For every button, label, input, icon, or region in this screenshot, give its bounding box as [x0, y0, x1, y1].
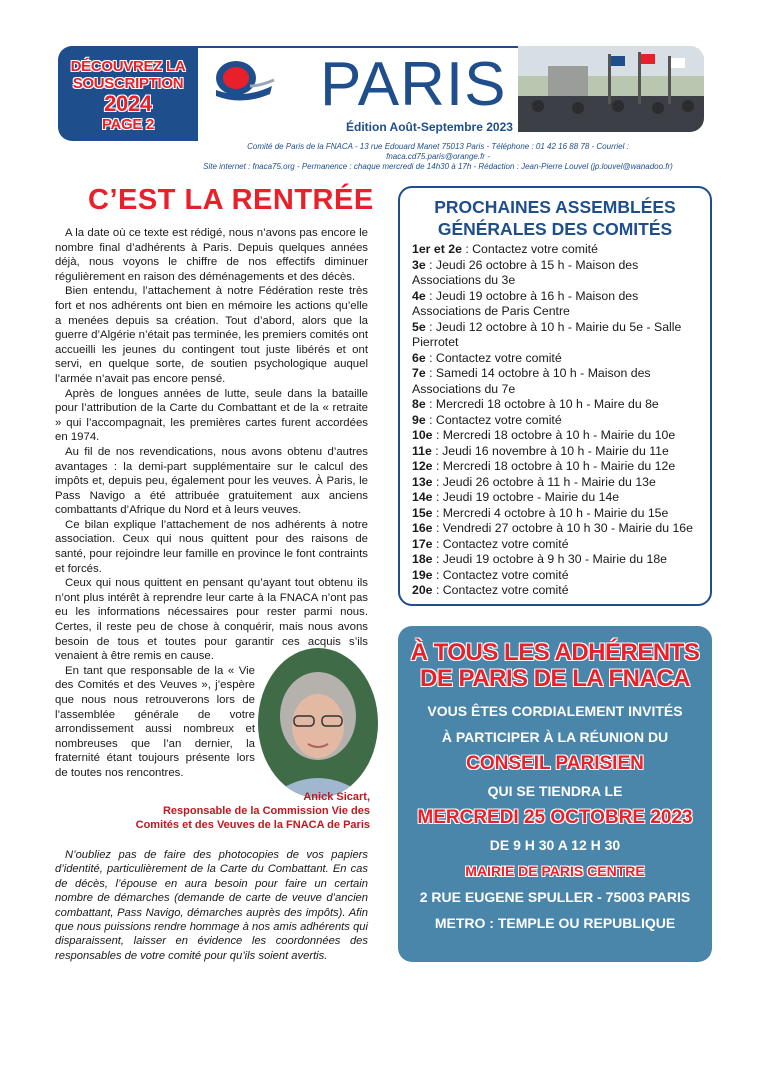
- assemblies-list: [412, 242, 702, 599]
- arrondissement-number: 18e: [412, 552, 433, 566]
- invite-council: CONSEIL PARISIEN: [466, 753, 644, 774]
- arrondissement-number: 4e: [412, 288, 426, 303]
- assembly-details: : Contactez votre comité: [425, 412, 562, 427]
- assembly-details: : Mercredi 18 octobre à 10 h - Maire du 8e: [425, 397, 659, 411]
- assembly-row: [412, 289, 702, 320]
- article-paragraph: Ceux qui nous quittent en pensant qu’ayant tout obtenu ils n’ont plus intérêt à reprendre leur carte à la FNACA n’ont pas eu les informations nécessaires pour rester parmi nous. Certes, il reste peu de chose à conquérir, mais nous avons besoin de tous et toutes pour garantir ces acquis s’ils venaient à être remis en cause.: [55, 577, 368, 663]
- assembly-row: [412, 242, 702, 258]
- assembly-details: : Jeudi 12 octobre à 10 h - Mairie du 5e - Salle Pierrotet: [412, 319, 682, 349]
- assembly-row: [412, 320, 702, 351]
- arrondissement-number: 3e: [412, 257, 426, 272]
- assemblies-title: [400, 196, 710, 240]
- assembly-row: [412, 444, 702, 460]
- assembly-details: : Jeudi 26 octobre à 11 h - Mairie du 13e: [432, 474, 656, 489]
- arrondissement-number: 16e: [412, 521, 433, 535]
- assembly-row: [412, 428, 702, 444]
- fnaca-logo: [208, 56, 278, 106]
- promo-page: PAGE 2: [101, 116, 155, 133]
- assembly-row: [412, 583, 702, 599]
- invite-time: DE 9 H 30 A 12 H 30: [489, 837, 621, 853]
- signer-name: Anick Sicart,: [303, 791, 370, 803]
- assembly-details: : Contactez votre comité: [432, 567, 569, 582]
- assembly-row: [412, 351, 702, 367]
- arrondissement-number: 12e: [412, 459, 433, 473]
- arrondissement-number: 17e: [412, 536, 433, 551]
- assembly-row: [412, 366, 702, 397]
- arrondissement-number: 9e: [412, 412, 426, 427]
- invite-address: 2 RUE EUGENE SPULLER - 75003 PARIS: [419, 889, 691, 905]
- edition-label: Édition Août-Septembre 2023: [346, 120, 513, 134]
- assembly-row: [412, 459, 702, 475]
- signature-block: [60, 790, 370, 832]
- assemblies-title-line: PROCHAINES ASSEMBLÉES: [434, 197, 676, 217]
- assembly-row: [412, 490, 702, 506]
- invite-heading: DE PARIS DE LA FNACA: [419, 665, 690, 692]
- assembly-details: : Contactez votre comité: [432, 536, 569, 551]
- arrondissement-number: 10e: [412, 428, 433, 442]
- arrondissement-number: 19e: [412, 567, 433, 582]
- article-paragraph: Ce bilan explique l’attachement de nos adhérents à notre association. Ceux qui nous quittent pour des raisons de santé, pour rejoindre leur famille en province le font contraints et forcés.: [55, 518, 368, 575]
- page-title: PARIS: [320, 50, 507, 119]
- promo-year: 2024: [104, 91, 152, 116]
- assembly-row: [412, 521, 702, 537]
- footnote-text: N’oubliez pas de faire des photocopies de vos papiers d’identité, particulièrement de la Carte du Combattant. En cas de décès, l’épouse en aura besoin pour faire un certain nombre de démarches (demande de carte de veuve d’ancien combattant, Pass Navigo, démarches auprès des impôts). Afin que nous puissions rendre hommage à nos amis adhérents qui disparaissent, laisser en évidence les coordonnées des responsables de votre comité pour qu’ils soient avertis.: [55, 849, 368, 962]
- contact-info: [198, 142, 678, 172]
- assembly-row: [412, 552, 702, 568]
- arrondissement-number: 14e: [412, 490, 433, 504]
- ceremony-photo: [518, 46, 704, 132]
- article-paragraph: Après de longues années de lutte, seule dans la bataille pour l’attribution de la Carte du Combattant et de la « retraite » qui l’accompagnait, les premières cartes furent accordées en 1974.: [55, 387, 368, 444]
- assembly-details: : Jeudi 19 octobre à 16 h - Maison des Associations de Paris Centre: [412, 288, 639, 318]
- signer-role: Comités et des Veuves de la FNACA de Paris: [135, 819, 370, 831]
- assembly-details: : Contactez votre comité: [461, 242, 598, 256]
- footnote: [55, 848, 368, 963]
- contact-line2: Site internet : fnaca75.org - Permanence : chaque mercredi de 14h30 à 17h - Rédaction : Jean-Pierre Louvel (jp.louvel@wanadoo.fr): [203, 162, 673, 171]
- assembly-details: : Mercredi 4 octobre à 10 h - Mairie du 15e: [432, 505, 669, 520]
- promo-line2: SOUSCRIPTION: [72, 75, 184, 92]
- invite-metro: METRO : TEMPLE OU REPUBLIQUE: [434, 915, 676, 931]
- arrondissement-number: 20e: [412, 583, 433, 597]
- assembly-row: [412, 397, 702, 413]
- article-headline: C’EST LA RENTRÉE: [88, 184, 374, 216]
- invite-venue: MAIRIE DE PARIS CENTRE: [465, 863, 645, 879]
- assembly-row: [412, 258, 702, 289]
- assembly-row: [412, 537, 702, 553]
- assemblies-box: [398, 186, 712, 606]
- arrondissement-number: 11e: [412, 443, 432, 458]
- assembly-row: [412, 568, 702, 584]
- assembly-details: : Jeudi 19 octobre à 9 h 30 - Mairie du 18e: [432, 552, 668, 566]
- arrondissement-number: 6e: [412, 350, 426, 365]
- assembly-details: : Mercredi 18 octobre à 10 h - Mairie du 12e: [432, 459, 676, 473]
- assembly-details: : Contactez votre comité: [425, 350, 562, 365]
- assembly-details: : Contactez votre comité: [432, 583, 569, 597]
- contact-line1: Comité de Paris de la FNACA - 13 rue Edouard Manet 75013 Paris - Téléphone : 01 42 16 88 78 - Courriel : fnaca.cd75.paris@orange.fr -: [247, 142, 629, 161]
- invitation-panel: [398, 626, 712, 962]
- invite-date: MERCREDI 25 OCTOBRE 2023: [417, 807, 693, 828]
- souscription-promo[interactable]: [58, 46, 198, 141]
- assembly-details: : Vendredi 27 octobre à 10 h 30 - Mairie du 16e: [432, 521, 693, 535]
- assembly-details: : Samedi 14 octobre à 10 h - Maison des Associations du 7e: [412, 366, 651, 396]
- author-portrait: [258, 648, 378, 798]
- assembly-details: : Jeudi 26 octobre à 15 h - Maison des Associations du 3e: [412, 257, 639, 287]
- invite-heading: À TOUS LES ADHÉRENTS: [410, 639, 700, 666]
- assembly-row: [412, 413, 702, 429]
- assembly-row: [412, 506, 702, 522]
- invite-text: VOUS ÊTES CORDIALEMENT INVITÉS: [427, 703, 683, 719]
- assembly-details: : Jeudi 19 octobre - Mairie du 14e: [432, 490, 620, 504]
- arrondissement-number: 15e: [412, 505, 433, 520]
- assembly-row: [412, 475, 702, 491]
- arrondissement-number: 13e: [412, 474, 433, 489]
- arrondissement-number: 7e: [412, 366, 426, 380]
- invite-text: À PARTICIPER À LA RÉUNION DU: [441, 729, 669, 745]
- assemblies-title-line: GÉNÉRALES DES COMITÉS: [437, 219, 673, 239]
- promo-line1: DÉCOUVREZ LA: [70, 58, 186, 75]
- article-paragraph: A la date où ce texte est rédigé, nous n’avons pas encore le nombre final d’adhérents à Paris. Depuis quelques années déjà, nous voyons le chiffre de nos effectifs diminuer régulièrement en raison des déménagements et des décès.: [55, 227, 368, 283]
- arrondissement-number: 8e: [412, 397, 426, 411]
- arrondissement-number: 5e: [412, 319, 426, 334]
- arrondissement-number: 1er et 2e: [412, 242, 462, 256]
- article-paragraph: En tant que responsable de la « Vie des Comités et des Veuves », j’espère que nous nous retrouverons lors de l’assemblée générale de votre arrondissement aussi nombreux et nombreuses que l’an dernier, la fraternité étant toujours présente lors de toutes nos rencontres.: [55, 664, 255, 779]
- article-paragraph: Bien entendu, l’attachement à notre Fédération reste très fort et nos adhérents ont bien en mémoire les actions qu’elle a menées depuis sa création. Tout d’abord, alors que la guerre d’Algérie n’était pas terminée, les premiers comités ont accueilli les jeunes du contingent tout juste libérés et ont servi, en quelque sorte, de soutien psychologique auquel l’armée n’avait pas encore pensé.: [55, 285, 368, 385]
- article-paragraph: Au fil de nos revendications, nous avons obtenu d’autres avantages : la demi-part supplémentaire sur le calcul des impôts et, depuis peu, également pour les veuves. À Paris, le Pass Navigo a été attribuée gratuitement aux anciens combattants d’Afrique du Nord et à leurs veuves.: [55, 445, 368, 517]
- assembly-details: : Jeudi 16 novembre à 10 h - Mairie du 11e: [431, 443, 669, 458]
- signer-role: Responsable de la Commission Vie des: [162, 805, 370, 817]
- assembly-details: : Mercredi 18 octobre à 10 h - Mairie du 10e: [432, 428, 676, 442]
- invite-text: QUI SE TIENDRA LE: [487, 783, 623, 799]
